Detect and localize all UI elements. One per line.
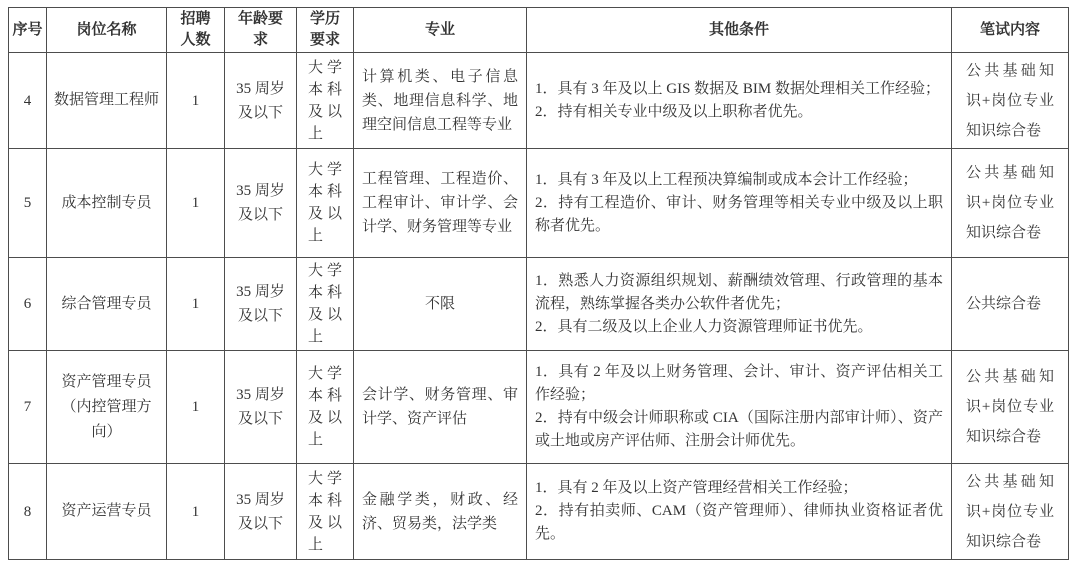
cell-position: 数据管理工程师 — [47, 53, 167, 149]
header-age-req: 年龄要求 — [225, 8, 297, 53]
cell-age: 35 周岁及以下 — [225, 351, 297, 464]
header-serial-no: 序号 — [9, 8, 47, 53]
cell-education: 大学本科及以上 — [297, 53, 354, 149]
cell-conditions — [527, 258, 952, 351]
cell-exam: 公共基础知识+岗位专业知识综合卷 — [952, 464, 1069, 560]
cell-count: 1 — [167, 351, 225, 464]
cell-serial-no: 6 — [9, 258, 47, 351]
header-recruit-count: 招聘人数 — [167, 8, 225, 53]
cell-major: 工程管理、工程造价、工程审计、审计学、会计学、财务管理等专业 — [354, 149, 527, 258]
cell-education: 大学本科及以上 — [297, 149, 354, 258]
cell-major: 不限 — [354, 258, 527, 351]
table-row — [9, 149, 1069, 258]
cell-education: 大学本科及以上 — [297, 464, 354, 560]
cell-exam: 公共基础知识+岗位专业知识综合卷 — [952, 149, 1069, 258]
cell-serial-no: 4 — [9, 53, 47, 149]
table-row — [9, 258, 1069, 351]
header-education-req: 学历要求 — [297, 8, 354, 53]
cell-position: 资产运营专员 — [47, 464, 167, 560]
condition-line: 2．持有工程造价、审计、财务管理等相关专业中级及以上职称者优先。 — [535, 194, 943, 234]
cell-exam: 公共基础知识+岗位专业知识综合卷 — [952, 351, 1069, 464]
cell-major: 会计学、财务管理、审计学、资产评估 — [354, 351, 527, 464]
cell-education: 大学本科及以上 — [297, 258, 354, 351]
cell-major: 计算机类、电子信息类、地理信息科学、地理空间信息工程等专业 — [354, 53, 527, 149]
condition-line: 1．具有 2 年及以上资产管理经营相关工作经验； — [535, 480, 858, 496]
header-other-conditions: 其他条件 — [527, 8, 952, 53]
cell-conditions — [527, 149, 952, 258]
table-row — [9, 351, 1069, 464]
cell-conditions — [527, 351, 952, 464]
condition-line: 1．具有 3 年及以上工程预决算编制或成本会计工作经验； — [535, 171, 918, 188]
header-position-name: 岗位名称 — [47, 8, 167, 53]
cell-count: 1 — [167, 149, 225, 258]
condition-line: 2．具有二级及以上企业人力资源管理师证书优先。 — [535, 318, 873, 335]
cell-position: 成本控制专员 — [47, 149, 167, 258]
header-written-exam: 笔试内容 — [952, 8, 1069, 53]
cell-education: 大学本科及以上 — [297, 351, 354, 464]
cell-serial-no: 5 — [9, 149, 47, 258]
cell-serial-no: 8 — [9, 464, 47, 560]
condition-line: 2．持有拍卖师、CAM（资产管理师）、律师执业资格证者优先。 — [535, 503, 943, 542]
cell-count: 1 — [167, 53, 225, 149]
cell-serial-no: 7 — [9, 351, 47, 464]
table-header-row — [9, 8, 1069, 53]
header-major: 专业 — [354, 8, 527, 53]
condition-line: 1．具有 3 年及以上 GIS 数据及 BIM 数据处理相关工作经验； — [535, 80, 941, 97]
cell-position: 综合管理专员 — [47, 258, 167, 351]
recruitment-table — [8, 7, 1069, 560]
condition-line: 2．持有中级会计师职称或 CIA（国际注册内部审计师）、资产或土地或房产评估师、注册会计师优先。 — [535, 410, 943, 449]
cell-exam: 公共基础知识+岗位专业知识综合卷 — [952, 53, 1069, 149]
cell-exam: 公共综合卷 — [952, 258, 1069, 351]
cell-age: 35 周岁及以下 — [225, 149, 297, 258]
cell-position: 资产管理专员（内控管理方向） — [47, 351, 167, 464]
cell-age: 35 周岁及以下 — [225, 464, 297, 560]
condition-line: 2．持有相关专业中级及以上职称者优先。 — [535, 103, 813, 120]
cell-age: 35 周岁及以下 — [225, 53, 297, 149]
condition-line: 1．熟悉人力资源组织规划、薪酬绩效管理、行政管理的基本流程，熟练掌握各类办公软件者优先； — [535, 272, 943, 312]
table-row — [9, 464, 1069, 560]
cell-count: 1 — [167, 464, 225, 560]
cell-conditions — [527, 53, 952, 149]
cell-count: 1 — [167, 258, 225, 351]
cell-conditions — [527, 464, 952, 560]
cell-age: 35 周岁及以下 — [225, 258, 297, 351]
condition-line: 1．具有 2 年及以上财务管理、会计、审计、资产评估相关工作经验； — [535, 364, 943, 403]
cell-major: 金融学类，财政、经济、贸易类，法学类 — [354, 464, 527, 560]
table-row — [9, 53, 1069, 149]
